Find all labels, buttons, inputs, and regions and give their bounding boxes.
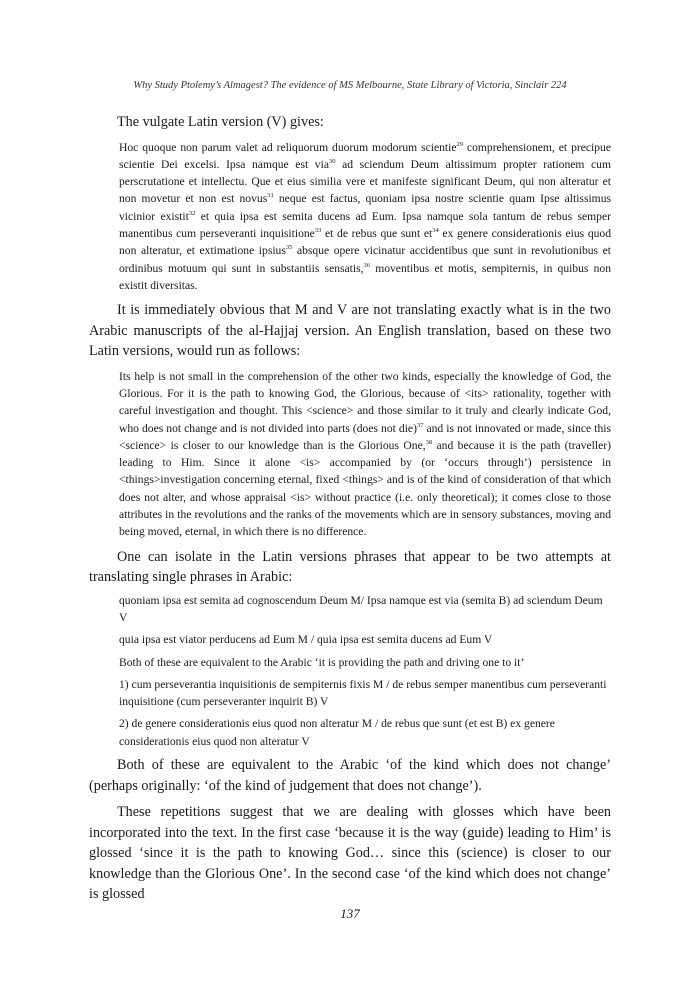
quote-text: moventibus et motis, sempiternis, in quibus non existit diversitas. bbox=[119, 261, 612, 292]
page-body bbox=[89, 112, 611, 905]
quote-text: et de rebus que sunt et bbox=[321, 226, 433, 240]
english-translation-quotation bbox=[119, 368, 611, 541]
footnote-ref: 37 bbox=[416, 421, 424, 429]
paragraph-intro-vulgate: The vulgate Latin version (V) gives: bbox=[117, 114, 324, 130]
quote-text: ex genere considerationis eius quod non alteratur, et extimatione ipsius bbox=[119, 226, 612, 258]
list-item: Both of these are equivalent to the Arabic ‘it is providing the path and driving one to it’ bbox=[119, 655, 525, 669]
list-item: quoniam ipsa est semita ad cognoscendum Deum M/ Ipsa namque est via (semita B) ad sciendum Deum V bbox=[119, 593, 603, 624]
quote-text: and because it is the path (traveller) leading to Him. Since it alone <is> accompanied by (or ‘occurs through’) persistence in <things>investigation concerning eternal, fixed <things> and is of the kind of consideration of that which does not alter, and whose appraisal <is> without practice (i.e. only theoretical); it comes close to those attributes in the revolutions and the ranks of the movements which are in sensory substances, moving and being moved, eternal, in which there is no difference. bbox=[119, 438, 611, 539]
footnote-ref: 31 bbox=[267, 192, 274, 200]
footnote-ref: 30 bbox=[328, 157, 336, 165]
running-header: Why Study Ptolemy’s Almagest? The evidence of MS Melbourne, State Library of Victoria, Sinclair 224 bbox=[133, 80, 567, 91]
quote-text: ad sciendum Deum altissimum propter rationem cum perscrutatione et intellectu. Que et eius similia vere et manifeste significant Deum, qui non alteratur et non movetur et non est novus bbox=[119, 157, 611, 206]
latin-quotation-vulgate bbox=[119, 139, 611, 295]
list-item: quia ipsa est viator perducens ad Eum M / quia ipsa est semita ducens ad Eum V bbox=[119, 633, 493, 647]
list-item: 2) de genere considerationis eius quod non alteratur M / de rebus que sunt (et est B) ex genere considerationis eius quod non alteratur V bbox=[119, 717, 555, 748]
footnote-ref: 38 bbox=[425, 438, 433, 446]
quote-text: absque opere vicinatur accidentibus que sunt in revolutionibus et ordinibus motuum qui sunt in substantiis sensatis, bbox=[119, 244, 611, 275]
quote-text: Hoc quoque non parum valet ad reliquorum duorum modorum scientie bbox=[119, 140, 457, 154]
quote-text: neque est factus, quoniam ipsa nostre scientie quam Ipse altissimus vicinior existit bbox=[119, 192, 611, 223]
paragraph-glosses: These repetitions suggest that we are dealing with glosses which have been incorporated into the text. In the first case ‘because it is the way (guide) leading to Him’ is glossed ‘since it is the path to knowing God… since this (science) is closer to our knowledge than the Glorious One’. In the second case ‘of the kind which does not change’ is glossed bbox=[89, 804, 611, 903]
footnote-ref: 29 bbox=[456, 140, 463, 148]
quote-text: comprehensionem, et precipue scientie Dei excelsi. Ipsa namque est via bbox=[119, 140, 611, 171]
footnote-ref: 33 bbox=[314, 226, 322, 234]
paragraph-observation: It is immediately obvious that M and V are not translating exactly what is in the two Arabic manuscripts of the al-Hajjaj version. An English translation, based on these two Latin versions, would run as follows: bbox=[89, 302, 611, 360]
footnote-ref: 36 bbox=[363, 261, 371, 269]
page-number: 137 bbox=[340, 906, 360, 921]
footnote-ref: 32 bbox=[188, 209, 196, 217]
footnote-ref: 34 bbox=[432, 226, 439, 234]
footnote-ref: 35 bbox=[285, 244, 293, 252]
quote-text: Its help is not small in the comprehension of the other two kinds, especially the knowledge of God, the Glorious. For it is the path to knowing God, the Glorious, because of <its> rationality, together with careful investigation and thought. This <science> and those similar to it truly and clearly indicate God, who does not change and is not divided into parts (does not die) bbox=[119, 369, 611, 435]
quote-text: and is not innovated or made, since this <science> is closer to our knowledge than is the Glorious One, bbox=[119, 421, 611, 452]
phrase-list bbox=[119, 592, 611, 750]
paragraph-equivalence: Both of these are equivalent to the Arabic ‘of the kind which does not change’ (perhaps originally: ‘of the kind of judgement that does not change’). bbox=[89, 757, 611, 794]
paragraph-isolate-phrases: One can isolate in the Latin versions phrases that appear to be two attempts at translating single phrases in Arabic: bbox=[89, 548, 611, 586]
list-item: 1) cum perseverantia inquisitionis de sempiternis fixis M / de rebus semper manentibus cum perseveranti inquisitione (cum perseveranter inquirit B) V bbox=[119, 677, 607, 709]
quote-text: et quia ipsa est semita ducens ad Eum. Ipsa namque sola tantum de rebus semper manentibus cum perseveranti inquisitione bbox=[119, 209, 611, 240]
